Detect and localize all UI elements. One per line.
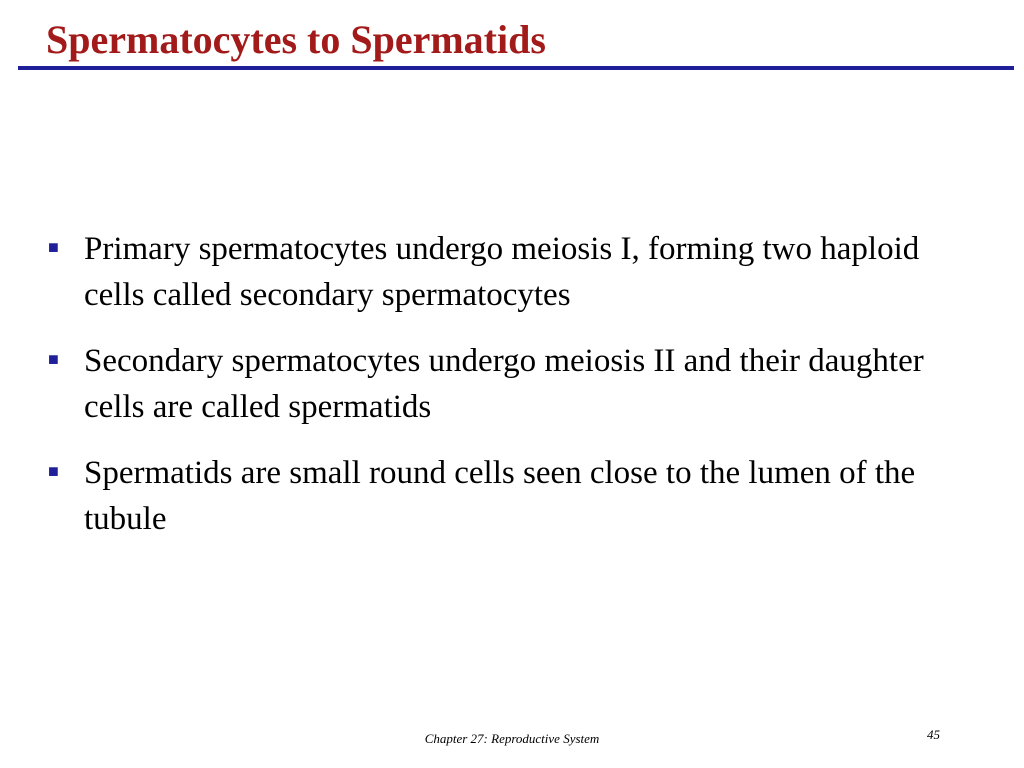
page-number: 45 [927, 727, 940, 742]
title-underline-rule [18, 66, 1014, 70]
bullet-list [46, 226, 966, 562]
slide-footer: Chapter 27: Reproductive System [424, 731, 600, 746]
slide-title: Spermatocytes to Spermatids [46, 17, 546, 62]
square-bullet-icon: ■ [48, 237, 59, 257]
square-bullet-icon: ■ [48, 349, 59, 369]
bullet-item [46, 226, 966, 318]
bullet-text: Secondary spermatocytes undergo meiosis II and their daughter cells are called spermatids [84, 343, 924, 425]
bullet-item [46, 450, 966, 542]
bullet-text: Spermatids are small round cells seen close to the lumen of the tubule [84, 455, 916, 537]
bullet-text: Primary spermatocytes undergo meiosis I, forming two haploid cells called secondary spermatocytes [84, 231, 920, 313]
bullet-item [46, 338, 966, 430]
square-bullet-icon: ■ [48, 461, 59, 481]
